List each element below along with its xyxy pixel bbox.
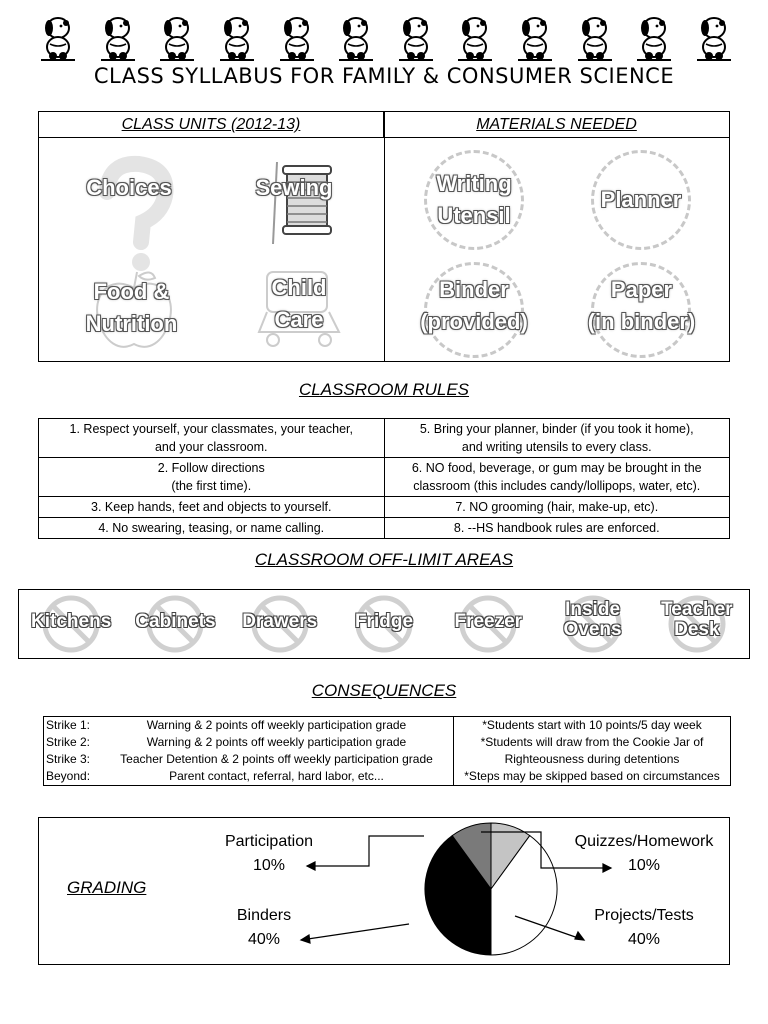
rule-cell: [384, 518, 730, 539]
off-limit-area: [228, 594, 332, 654]
rule-cell: [39, 518, 385, 539]
dog-icon: [155, 12, 199, 64]
rules-row: [39, 419, 730, 458]
consequences-heading: CONSEQUENCES: [311, 681, 457, 700]
strike-text: Teacher Detention & 2 points off weekly participation grade: [120, 752, 433, 766]
material-label: Planner: [600, 187, 682, 212]
unit-food-nutrition: [64, 276, 199, 356]
rule-cell: [39, 458, 385, 497]
rule-line: and writing utensils to every class.: [461, 440, 652, 454]
consequence-notes: [454, 717, 730, 785]
series-name: Participation: [224, 833, 314, 850]
rule-cell: [39, 497, 385, 518]
series-name: Quizzes/Homework: [574, 833, 714, 850]
off-limit-area: [540, 594, 644, 654]
rule-line: 7. NO grooming (hair, make-up, etc).: [455, 500, 659, 514]
rule-cell: [384, 458, 730, 497]
grading-heading: GRADING: [67, 878, 147, 897]
strike-text: Parent contact, referral, hard labor, etc...: [169, 769, 384, 783]
question-mark-icon: [69, 152, 189, 272]
off-limit-label: Drawers: [242, 611, 318, 632]
material-label: Utensil: [437, 203, 511, 228]
dog-icon: [573, 12, 617, 64]
material-binder: [399, 274, 549, 338]
off-limit-area: [19, 594, 123, 654]
off-limit-label: Cabinets: [135, 611, 216, 632]
strike-row: [44, 768, 453, 785]
off-limit-label: Freezer: [454, 611, 523, 632]
data-label: 10%: [252, 857, 286, 874]
off-limit-label: Kitchens: [31, 611, 112, 632]
strike-row: [44, 751, 453, 768]
rule-line: 8. --HS handbook rules are enforced.: [453, 521, 660, 535]
binders-arrow: [301, 924, 409, 940]
rule-line: classroom (this includes candy/lollipops, water, etc).: [413, 479, 701, 493]
off-limit-box: [18, 589, 750, 659]
consequence-note: *Steps may be skipped based on circumstances: [464, 769, 720, 783]
data-label: 10%: [627, 857, 661, 874]
participation-arrow: [307, 836, 424, 866]
consequences-box: [43, 716, 731, 786]
dog-icon: [275, 12, 319, 64]
strike-key: Strike 3:: [46, 752, 91, 766]
materials-heading: MATERIALS NEEDED: [384, 112, 729, 138]
rules-row: [39, 458, 730, 497]
dog-icon: [394, 12, 438, 64]
consequence-note: *Students start with 10 points/5 day week: [482, 718, 702, 732]
rule-line: 1. Respect yourself, your classmates, your teacher,: [69, 422, 353, 436]
unit-label: Sewing: [255, 175, 333, 200]
material-writing-utensil: [409, 168, 539, 232]
off-limit-area: [645, 594, 749, 654]
off-limit-area: [436, 594, 540, 654]
rule-cell: [39, 419, 385, 458]
dog-icon: [96, 12, 140, 64]
unit-label: Choices: [86, 175, 172, 200]
dog-icon: [453, 12, 497, 64]
off-limit-heading: CLASSROOM OFF-LIMIT AREAS: [254, 550, 514, 569]
dog-icon: [513, 12, 557, 64]
strike-text: Warning & 2 points off weekly participation grade: [146, 718, 407, 732]
data-label: 40%: [247, 931, 281, 948]
classroom-rules-heading: CLASSROOM RULES: [298, 380, 470, 399]
material-label: Writing: [436, 171, 512, 196]
page-title: CLASS SYLLABUS FOR FAMILY & CONSUMER SCIENCE: [93, 64, 675, 88]
rules-row: [39, 518, 730, 539]
arrow-head: [603, 864, 611, 872]
material-label: Paper: [610, 277, 673, 302]
rule-cell: [384, 419, 730, 458]
series-name: Projects/Tests: [594, 907, 694, 924]
arrow-head: [575, 932, 584, 940]
rule-line: and your classroom.: [154, 440, 268, 454]
pie-slices: [425, 823, 557, 955]
off-limit-area: [332, 594, 436, 654]
class-units-heading: CLASS UNITS (2012-13): [39, 112, 384, 138]
strike-key: Strike 2:: [46, 735, 91, 749]
rule-cell: [384, 497, 730, 518]
unit-label: Nutrition: [85, 311, 178, 336]
material-label: Binder: [439, 277, 509, 302]
grading-box: [38, 817, 730, 965]
rule-line: 3. Keep hands, feet and objects to yourself.: [91, 500, 332, 514]
strike-row: [44, 734, 453, 751]
grading-pie-chart: [39, 818, 729, 964]
rule-line: 4. No swearing, teasing, or name calling.: [98, 521, 325, 535]
unit-child-care: [244, 272, 354, 352]
unit-label: Child: [271, 275, 327, 300]
off-limit-label: Desk: [674, 619, 720, 640]
dog-icon: [215, 12, 259, 64]
dog-icon: [36, 12, 80, 64]
dog-icon: [632, 12, 676, 64]
material-planner: [576, 184, 706, 216]
series-name: Binders: [236, 907, 292, 924]
rule-line: 6. NO food, beverage, or gum may be brought in the: [411, 461, 702, 475]
unit-label: Food &: [93, 279, 170, 304]
rule-line: (the first time).: [171, 479, 252, 493]
strike-key: Strike 1:: [46, 718, 91, 732]
material-label: (provided): [420, 309, 528, 334]
dog-icon: [334, 12, 378, 64]
material-label: (in binder): [587, 309, 696, 334]
off-limit-label: Inside: [565, 599, 621, 620]
arrow-head: [307, 862, 315, 870]
off-limit-label: Fridge: [354, 611, 414, 632]
strike-key: Beyond:: [46, 769, 91, 783]
strikes-column: [44, 717, 454, 785]
rule-line: 5. Bring your planner, binder (if you took it home),: [419, 422, 694, 436]
off-limit-label: Teacher: [661, 599, 733, 620]
consequence-note: *Students will draw from the Cookie Jar of: [480, 735, 704, 749]
consequence-note: Righteousness during detentions: [504, 752, 680, 766]
unit-label: Care: [274, 307, 324, 332]
header-icon-row: [36, 12, 736, 64]
rules-table: [38, 418, 730, 539]
rule-line: 2. Follow directions: [157, 461, 265, 475]
arrow-head: [301, 935, 310, 943]
strike-row: [44, 717, 453, 734]
off-limit-area: [123, 594, 227, 654]
rules-row: [39, 497, 730, 518]
column-divider: [384, 112, 385, 361]
material-paper: [564, 274, 719, 338]
units-materials-box: [38, 111, 730, 362]
data-label: 40%: [627, 931, 661, 948]
strike-text: Warning & 2 points off weekly participation grade: [146, 735, 407, 749]
off-limit-label: Ovens: [563, 619, 622, 640]
dog-icon: [692, 12, 736, 64]
